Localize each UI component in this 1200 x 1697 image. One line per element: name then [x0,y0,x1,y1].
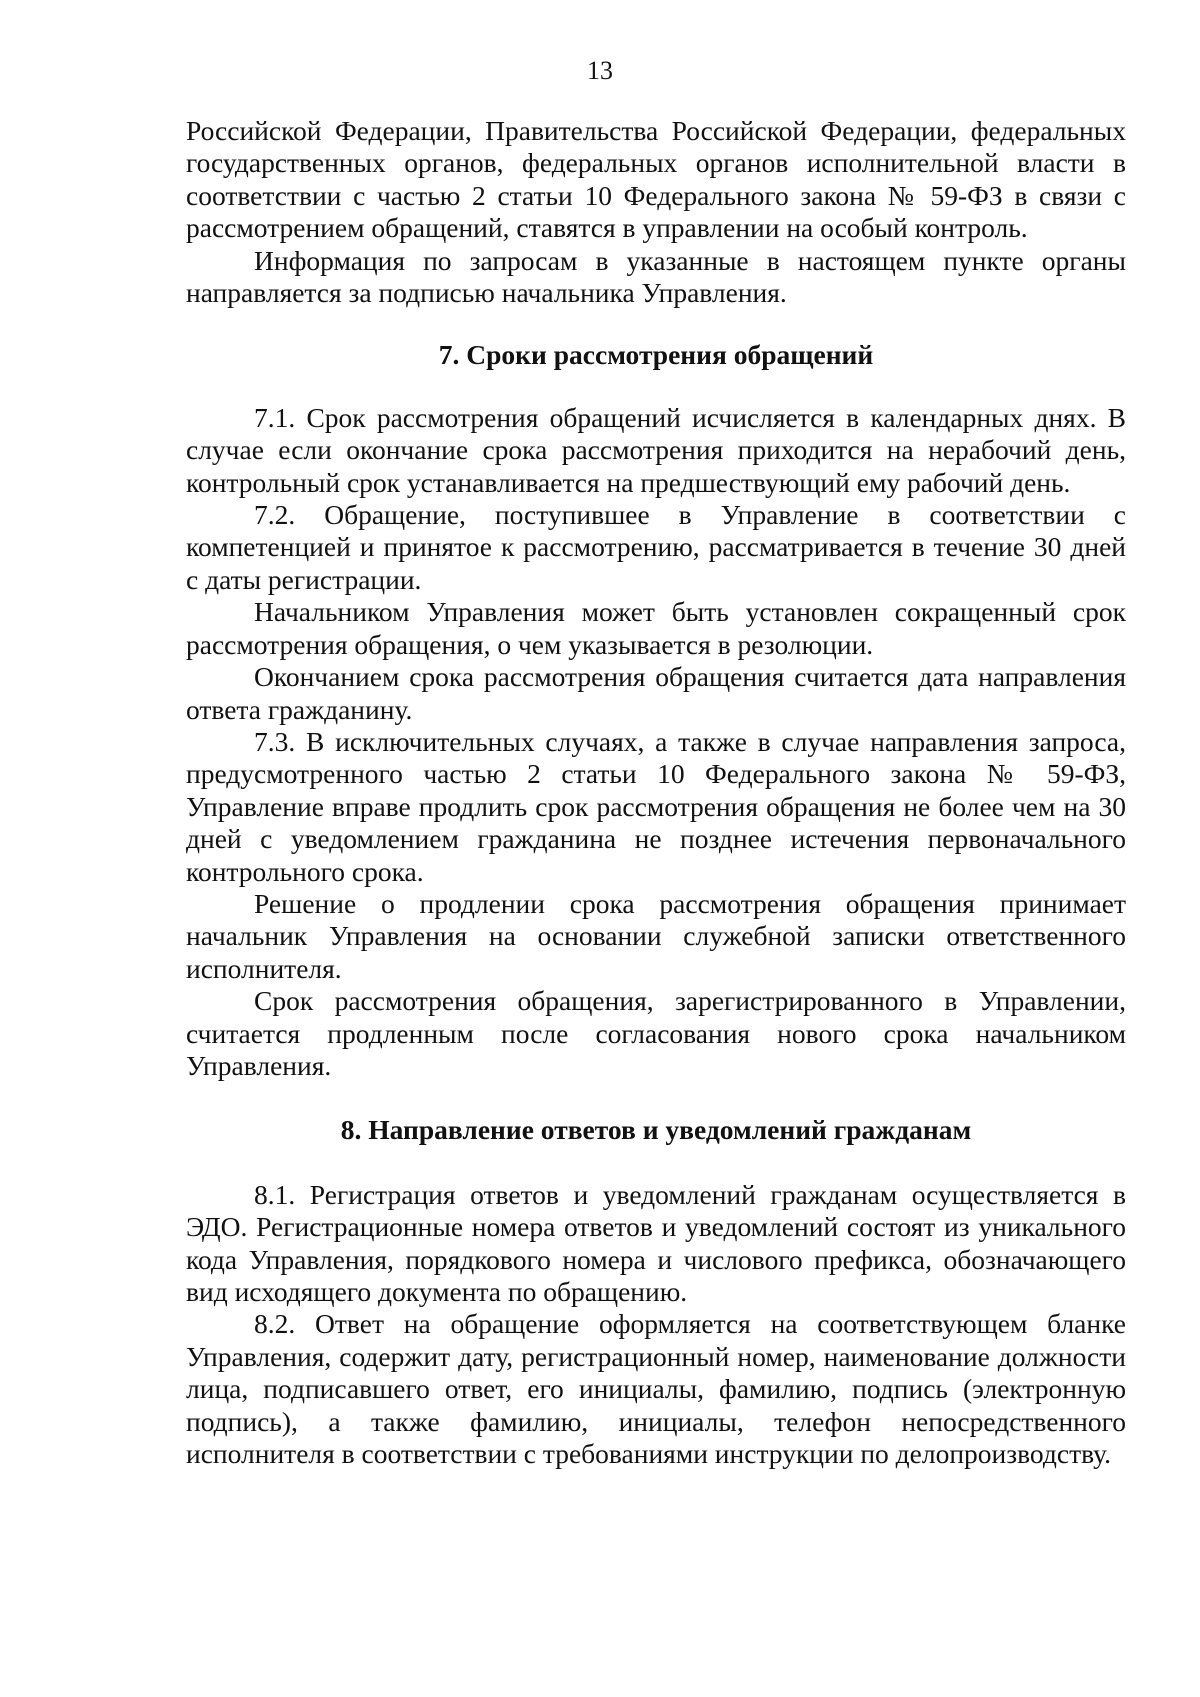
section-7-paragraph: Начальником Управления может быть установлен сокращенный срок рассмотрения обращения, о чем указывается в резолюции. [186,596,1126,660]
section-7-paragraph: 7.3. В исключительных случаях, а также в случае направления запроса, предусмотренного частью 2 статьи 10 Федерального закона № 59-ФЗ, Управление вправе продлить срок рассмотрения обращения не более чем на 30 дней с уведомлением гражданина не позднее истечения первоначального контрольного срока. [186,725,1126,887]
section-8-paragraph: 8.1. Регистрация ответов и уведомлений гражданам осуществляется в ЭДО. Регистрационные номера ответов и уведомлений состоят из уникального кода Управления, порядкового номера и числового префикса, обозначающего вид исходящего документа по обращению. [186,1178,1126,1307]
intro-paragraph-1: Российской Федерации, Правительства Российской Федерации, федеральных государственных органов, федеральных органов исполнительной власти в соответствии с частью 2 статьи 10 Федерального закона № 59-ФЗ в связи с рассмотрением обращений, ставятся в управлении на особый контроль. [186,115,1126,244]
document-body [186,115,1126,1470]
section-7-paragraph: Решение о продлении срока рассмотрения обращения принимает начальник Управления на основании служебной записки ответственного исполнителя. [186,887,1126,984]
section-8-paragraph: 8.2. Ответ на обращение оформляется на соответствующем бланке Управления, содержит дату, регистрационный номер, наименование должности лица, подписавшего ответ, его инициалы, фамилию, подпись (электронную подпись), а также фамилию, инициалы, телефон непосредственного исполнителя в соответствии с требованиями инструкции по делопроизводству. [186,1308,1126,1470]
intro-paragraph-2: Информация по запросам в указанные в настоящем пункте органы направляется за подписью начальника Управления. [186,244,1126,309]
section-7-title: 7. Сроки рассмотрения обращений [438,339,874,371]
section-7-paragraph: 7.2. Обращение, поступившее в Управление в соответствии с компетенцией и принятое к рассмотрению, рассматривается в течение 30 дней с даты регистрации. [186,499,1126,595]
section-7-paragraph: 7.1. Срок рассмотрения обращений исчисляется в календарных днях. В случае если окончание срока рассмотрения приходится на нерабочий день, контрольный срок устанавливается на предшествующий ему рабочий день. [186,401,1126,498]
section-7-paragraph: Срок рассмотрения обращения, зарегистрированного в Управлении, считается продленным после согласования нового срока начальником Управления. [186,985,1126,1081]
page-number: 13 [587,56,613,85]
section-8-title: 8. Направление ответов и уведомлений гражданам [340,1114,972,1146]
section-7-paragraph: Окончанием срока рассмотрения обращения считается дата направления ответа гражданину. [186,661,1126,725]
